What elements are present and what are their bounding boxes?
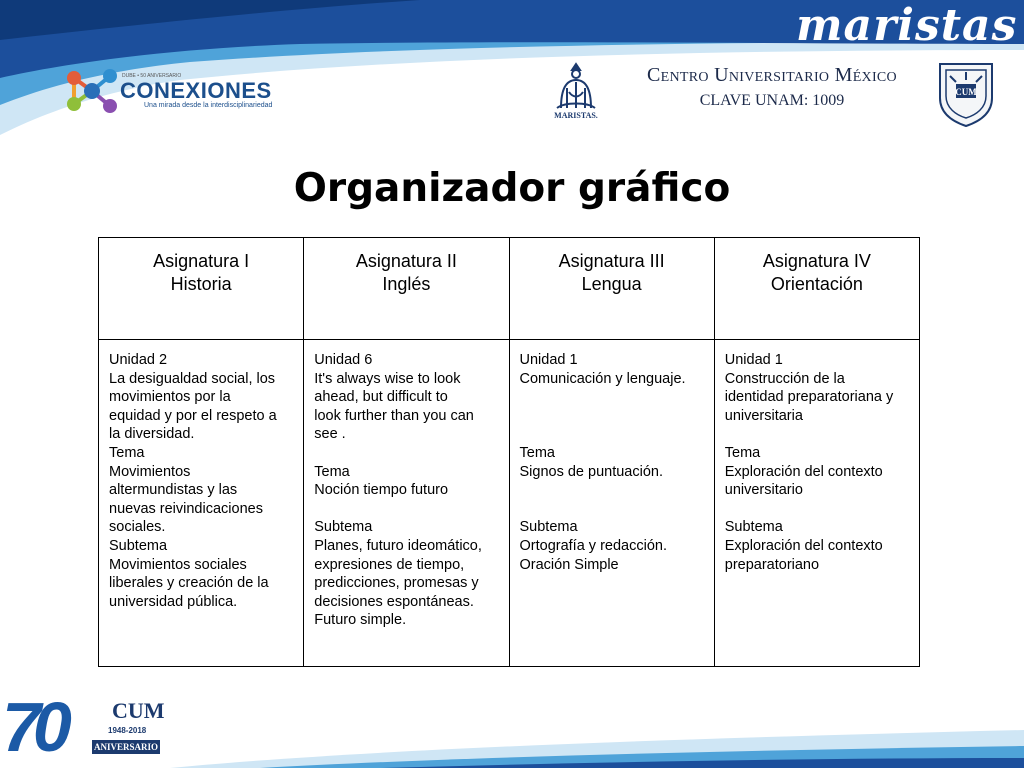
institution-name: Centro Universitario México — [647, 64, 897, 86]
cell-ingles — [304, 340, 509, 667]
cell-line: Planes, futuro ideomático, — [314, 537, 482, 554]
header-asignatura-1 — [99, 238, 304, 340]
header-subject-label: Asignatura III — [558, 251, 665, 271]
cell-line: Subtema — [314, 519, 373, 536]
svg-text:CUM: CUM — [955, 87, 977, 97]
table-header-row — [99, 238, 920, 340]
conexiones-super-text: DUBE • 50 ANIVERSARIO — [122, 73, 182, 79]
cell-line: Subtema — [109, 537, 168, 554]
cell-line: Unidad 6 — [314, 352, 373, 368]
header-subject-label: Asignatura IV — [762, 251, 871, 271]
cell-line: ahead, but difficult to — [314, 389, 448, 406]
cell-line: Tema — [314, 463, 350, 480]
cell-line: universitario — [724, 482, 803, 499]
cell-line — [314, 444, 500, 463]
header-asignatura-3 — [509, 238, 714, 340]
conexiones-tagline: Una mirada desde la interdisciplinariedad — [144, 102, 273, 109]
header-asignatura-4 — [714, 238, 919, 340]
cell-line: sociales. — [109, 519, 166, 536]
cell-line: Unidad 1 — [724, 352, 783, 368]
cell-line: la diversidad. — [109, 426, 195, 443]
anniversary-label: ANIVERSARIO — [93, 742, 158, 752]
cell-line: preparatoriano — [724, 556, 820, 573]
cell-line: Tema — [519, 444, 555, 461]
cell-line: look further than you can — [314, 407, 474, 424]
cell-line: Subtema — [724, 519, 783, 536]
cell-line — [520, 388, 706, 407]
cell-line: predicciones, promesas y — [314, 575, 479, 592]
conexiones-network-icon — [62, 62, 120, 120]
cell-line: liberales y creación de la — [109, 575, 269, 592]
cell-line: equidad y por el respeto a — [109, 407, 277, 424]
header-subject-name: Historia — [170, 274, 232, 294]
cell-line: Signos de puntuación. — [519, 463, 663, 480]
cell-line: movimientos por la — [109, 389, 231, 406]
cell-line: Ortografía y redacción. — [519, 537, 667, 554]
cell-historia — [99, 340, 304, 667]
cell-line: universitaria — [724, 407, 803, 424]
cell-line: nuevas reivindicaciones — [109, 500, 263, 517]
cell-line: Movimientos — [109, 463, 191, 480]
cell-line: Comunicación y lenguaje. — [519, 370, 686, 387]
cell-line — [725, 425, 911, 444]
cell-lengua — [509, 340, 714, 667]
institution-clave: CLAVE UNAM: 1009 — [699, 92, 845, 109]
cell-orientacion — [714, 340, 919, 667]
cell-line: altermundistas y las — [109, 482, 238, 499]
conexiones-title: CONEXIONES — [120, 78, 272, 103]
cell-line — [520, 407, 706, 426]
cell-line — [520, 481, 706, 500]
anniversary-years: 1948-2018 — [108, 726, 147, 735]
cell-line: Unidad 2 — [109, 352, 168, 368]
cell-line: La desigualdad social, los — [109, 370, 276, 387]
cell-line: Movimientos sociales — [109, 556, 247, 573]
cell-line: Unidad 1 — [519, 352, 578, 368]
cell-line: expresiones de tiempo, — [314, 556, 465, 573]
cell-line — [520, 425, 706, 444]
header-subject-label: Asignatura I — [153, 251, 250, 271]
cell-line: It's always wise to look — [314, 370, 461, 387]
cell-line: Tema — [724, 444, 761, 461]
header-asignatura-2 — [304, 238, 509, 340]
cell-line: Subtema — [519, 519, 578, 536]
unam-crest-icon — [936, 60, 996, 128]
cell-line: decisiones espontáneas. — [314, 593, 474, 610]
cell-line: see . — [314, 426, 346, 443]
cell-line: Exploración del contexto — [724, 463, 883, 480]
cell-line — [314, 500, 500, 519]
maristas-seal-label: MARISTAS. — [554, 111, 598, 120]
cell-line: Tema — [109, 444, 145, 461]
header-subject-name: Inglés — [382, 274, 431, 294]
graphic-organizer-table — [98, 237, 920, 667]
header-subject-label: Asignatura II — [355, 251, 457, 271]
cell-line: identidad preparatoriana y — [724, 389, 894, 406]
anniversary-number: 70 — [2, 688, 64, 766]
cell-line: Construcción de la — [724, 370, 845, 387]
header-subject-name: Orientación — [770, 274, 863, 294]
anniversary-cum-logo: CUM — [112, 698, 165, 723]
maristas-script-logo: maristas — [796, 0, 1018, 51]
cell-line — [725, 500, 911, 519]
cell-line: Exploración del contexto — [724, 537, 883, 554]
page-title: Organizador gráfico — [293, 166, 731, 211]
header-subject-name: Lengua — [581, 274, 642, 294]
table-content-row — [99, 340, 920, 667]
cell-line: Oración Simple — [519, 556, 619, 573]
cell-line — [520, 500, 706, 519]
cell-line: Noción tiempo futuro — [314, 482, 449, 499]
cell-line: Futuro simple. — [314, 612, 407, 629]
cell-line: universidad pública. — [109, 593, 238, 610]
